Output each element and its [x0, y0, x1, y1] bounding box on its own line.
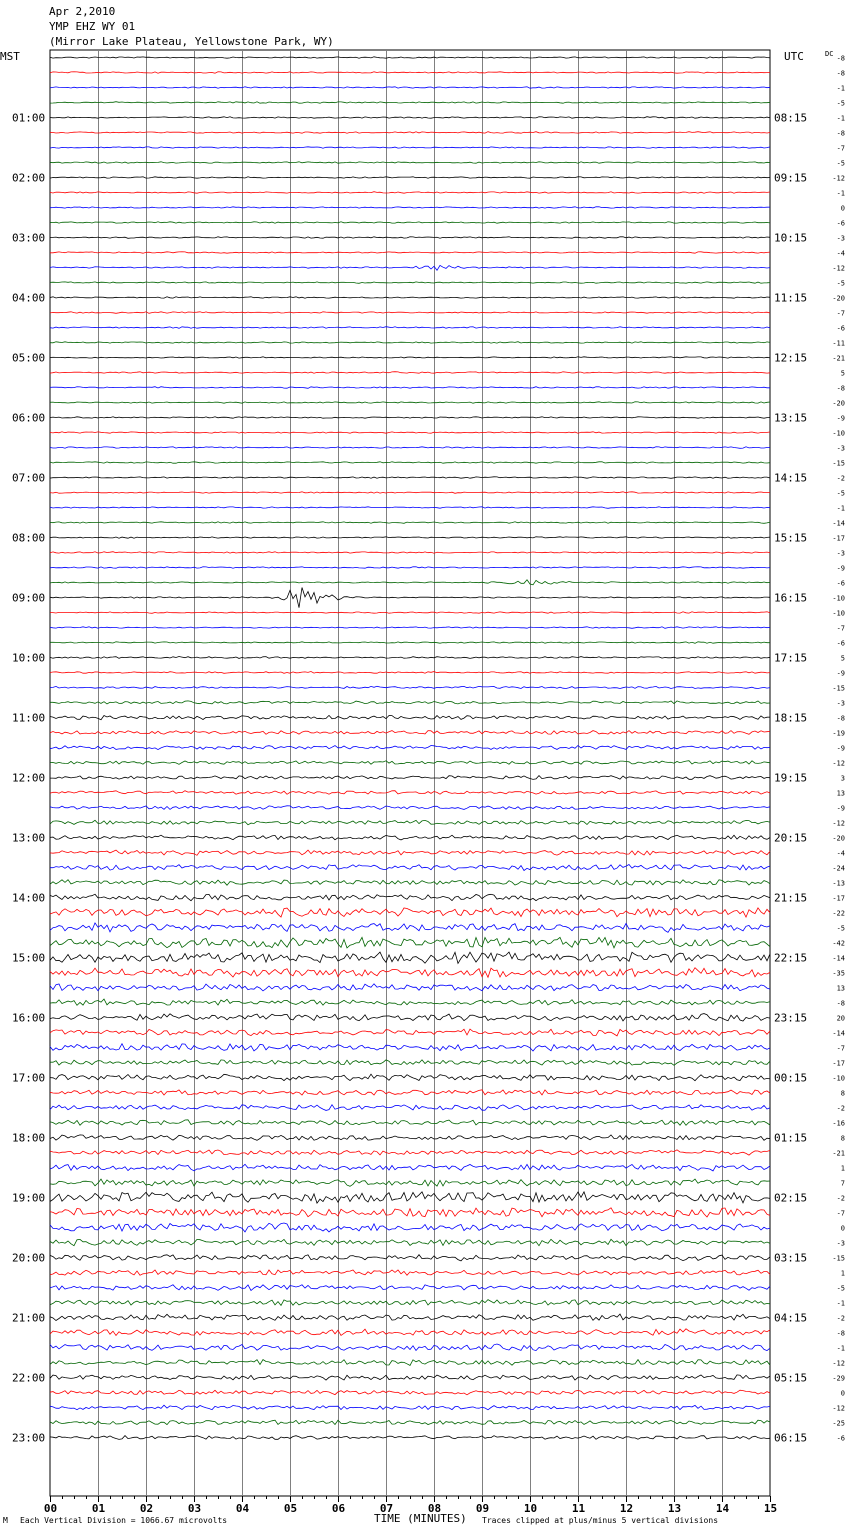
seismic-trace — [50, 192, 770, 194]
dc-offset-label: -9 — [836, 414, 845, 423]
dc-offset-label: -2 — [836, 474, 845, 483]
dc-offset-label: -20 — [832, 399, 845, 408]
dc-offset-label: -24 — [832, 864, 845, 873]
dc-offset-label: -8 — [836, 1329, 845, 1338]
seismic-trace — [50, 237, 770, 239]
dc-offset-label: -8 — [836, 69, 845, 78]
seismic-trace — [50, 1436, 770, 1440]
right-hour-label: 04:15 — [774, 1311, 808, 1325]
x-axis-label: TIME (MINUTES) — [374, 1512, 467, 1525]
seismic-trace — [50, 968, 770, 978]
seismic-trace — [50, 1300, 770, 1306]
plot-date: Apr 2,2010 — [49, 5, 116, 18]
left-hour-label: 04:00 — [12, 291, 46, 305]
dc-offset-label: -7 — [836, 309, 845, 318]
seismic-trace — [50, 746, 770, 750]
x-tick-label: 13 — [667, 1502, 682, 1515]
dc-offset-label: -10 — [832, 1074, 845, 1083]
seismic-trace — [50, 580, 770, 585]
seismic-trace — [50, 567, 770, 568]
dc-offset-label: -22 — [832, 909, 845, 918]
right-hour-label: 01:15 — [774, 1131, 808, 1145]
seismic-trace — [50, 612, 770, 614]
left-hour-label: 09:00 — [12, 591, 46, 605]
dc-offset-label: -1 — [836, 84, 845, 93]
station-location: (Mirror Lake Plateau, Yellowstone Park, WY) — [49, 35, 334, 48]
dc-offset-label: -15 — [832, 1254, 845, 1263]
seismic-trace — [50, 222, 770, 223]
dc-offset-label: -15 — [832, 459, 845, 468]
seismic-trace — [50, 417, 770, 418]
seismic-trace — [50, 1420, 770, 1424]
seismic-trace — [50, 820, 770, 825]
dc-offset-label: -17 — [832, 534, 845, 543]
dc-offset-label: -2 — [836, 1314, 845, 1323]
seismic-trace — [50, 477, 770, 479]
dc-offset-label: 0 — [840, 1224, 845, 1233]
right-hour-label: 19:15 — [774, 771, 808, 785]
left-hour-label: 16:00 — [12, 1011, 46, 1025]
seismic-trace — [50, 686, 770, 688]
corner-mark: M — [3, 1516, 8, 1525]
x-tick-label: 08 — [427, 1502, 442, 1515]
x-tick-label: 12 — [619, 1502, 634, 1515]
left-hour-label: 18:00 — [12, 1131, 46, 1145]
left-hour-label: 05:00 — [12, 351, 46, 365]
dc-offset-label: -21 — [832, 354, 845, 363]
seismic-trace — [50, 402, 770, 403]
dc-offset-label: -10 — [832, 609, 845, 618]
seismic-trace — [50, 265, 770, 270]
seismic-trace — [50, 999, 770, 1005]
left-hour-label: 01:00 — [12, 111, 46, 125]
seismic-trace — [50, 1375, 770, 1380]
dc-offset-label: -13 — [832, 879, 845, 888]
dc-offset-label: -2 — [836, 1194, 845, 1203]
seismic-trace — [50, 1270, 770, 1275]
x-tick-label: 03 — [187, 1502, 202, 1515]
seismic-trace — [50, 701, 770, 704]
dc-offset-label: -12 — [832, 819, 845, 828]
dc-offset-label: -6 — [836, 219, 845, 228]
right-hour-label: 17:15 — [774, 651, 808, 665]
dc-offset-label: -25 — [832, 1419, 845, 1428]
seismic-trace — [50, 627, 770, 629]
dc-offset-label: -19 — [832, 729, 845, 738]
right-hour-label: 16:15 — [774, 591, 808, 605]
right-hour-label: 15:15 — [774, 531, 808, 545]
dc-offset-label: -15 — [832, 684, 845, 693]
seismic-trace — [50, 588, 770, 608]
dc-offset-label: -9 — [836, 744, 845, 753]
right-hour-label: 23:15 — [774, 1011, 808, 1025]
dc-offset-label: -5 — [836, 489, 845, 498]
x-tick-label: 00 — [43, 1502, 58, 1515]
dc-offset-label: -3 — [836, 1239, 845, 1248]
seismic-trace — [50, 1060, 770, 1065]
seismic-trace — [50, 1164, 770, 1171]
seismic-trace — [50, 791, 770, 795]
left-hour-label: 17:00 — [12, 1071, 46, 1085]
seismic-trace — [50, 642, 770, 644]
seismic-trace — [50, 342, 770, 343]
seismic-trace — [50, 776, 770, 780]
seismic-trace — [50, 1090, 770, 1095]
dc-offset-label: 3 — [840, 774, 845, 783]
seismic-trace — [50, 923, 770, 932]
dc-offset-label: -5 — [836, 279, 845, 288]
seismic-trace — [50, 1255, 770, 1261]
x-tick-label: 15 — [763, 1502, 778, 1515]
dc-offset-label: -6 — [836, 639, 845, 648]
x-tick-label: 02 — [139, 1502, 154, 1515]
seismic-trace — [50, 162, 770, 163]
dc-offset-label: -5 — [836, 924, 845, 933]
right-hour-label: 21:15 — [774, 891, 808, 905]
seismic-trace — [50, 177, 770, 179]
dc-offset-label: 8 — [840, 1089, 845, 1098]
dc-offset-label: -12 — [832, 1359, 845, 1368]
seismic-trace — [50, 1329, 770, 1336]
dc-offset-label: -16 — [832, 1119, 845, 1128]
right-hour-label: 12:15 — [774, 351, 808, 365]
left-hour-label: 19:00 — [12, 1191, 46, 1205]
left-hour-label: 08:00 — [12, 531, 46, 545]
dc-offset-label: 20 — [836, 1014, 845, 1023]
dc-offset-label: -20 — [832, 834, 845, 843]
dc-offset-label: -1 — [836, 1344, 845, 1353]
dc-offset-label: 0 — [840, 1389, 845, 1398]
dc-offset-label: -2 — [836, 1104, 845, 1113]
left-hour-label: 10:00 — [12, 651, 46, 665]
seismic-trace — [50, 880, 770, 886]
seismic-trace — [50, 1223, 770, 1232]
seismic-trace — [50, 731, 770, 735]
dc-offset-label: -6 — [836, 324, 845, 333]
dc-offset-label: -3 — [836, 549, 845, 558]
x-tick-label: 09 — [475, 1502, 490, 1515]
dc-offset-label: 8 — [840, 1134, 845, 1143]
seismic-trace — [50, 908, 770, 917]
seismic-trace — [50, 387, 770, 389]
seismic-trace — [50, 1135, 770, 1140]
seismic-trace — [50, 312, 770, 314]
right-hour-label: 18:15 — [774, 711, 808, 725]
right-hour-label: 09:15 — [774, 171, 808, 185]
right-hour-label: 03:15 — [774, 1251, 808, 1265]
dc-offset-label: -1 — [836, 189, 845, 198]
seismic-trace — [50, 117, 770, 119]
seismic-trace — [50, 1314, 770, 1320]
dc-offset-label: -5 — [836, 99, 845, 108]
seismic-trace — [50, 1150, 770, 1155]
seismic-trace — [50, 1285, 770, 1291]
seismic-trace — [50, 447, 770, 449]
right-hour-label: 20:15 — [774, 831, 808, 845]
seismic-trace — [50, 937, 770, 948]
seismic-trace — [50, 432, 770, 433]
dc-offset-label: 5 — [840, 369, 845, 378]
seismic-trace — [50, 1074, 770, 1081]
left-timezone-label: MST — [0, 50, 20, 63]
dc-offset-label: -17 — [832, 894, 845, 903]
dc-offset-label: -14 — [832, 1029, 845, 1038]
seismic-trace — [50, 894, 770, 901]
left-hour-label: 21:00 — [12, 1311, 46, 1325]
right-hour-label: 22:15 — [774, 951, 808, 965]
dc-offset-label: -17 — [832, 1059, 845, 1068]
dc-offset-label: 13 — [836, 984, 845, 993]
dc-offset-label: -4 — [836, 849, 845, 858]
x-tick-label: 14 — [715, 1502, 730, 1515]
dc-offset-label: -8 — [836, 129, 845, 138]
seismic-trace — [50, 357, 770, 358]
dc-offset-label: -1 — [836, 114, 845, 123]
seismic-trace — [50, 1179, 770, 1186]
dc-offset-label: 1 — [840, 1164, 845, 1173]
seismic-trace — [50, 372, 770, 374]
left-hour-label: 23:00 — [12, 1431, 46, 1445]
seismic-trace — [50, 761, 770, 765]
seismic-trace — [50, 1208, 770, 1217]
seismic-trace — [50, 282, 770, 283]
x-tick-label: 05 — [283, 1502, 298, 1515]
seismic-trace — [50, 1029, 770, 1036]
left-hour-label: 13:00 — [12, 831, 46, 845]
seismic-traces — [50, 57, 770, 1440]
dc-offset-label: -12 — [832, 264, 845, 273]
left-hour-label: 12:00 — [12, 771, 46, 785]
dc-offset-label: -4 — [836, 249, 845, 258]
dc-offset-label: -8 — [836, 999, 845, 1008]
dc-offset-label: -20 — [832, 294, 845, 303]
dc-offset-label: -12 — [832, 1404, 845, 1413]
seismic-trace — [50, 1344, 770, 1351]
dc-offset-label: -10 — [832, 429, 845, 438]
seismic-trace — [50, 552, 770, 554]
seismic-trace — [50, 1192, 770, 1203]
dc-offset-label: -3 — [836, 444, 845, 453]
dc-offset-label: -8 — [836, 54, 845, 63]
x-tick-label: 06 — [331, 1502, 346, 1515]
right-hour-label: 06:15 — [774, 1431, 808, 1445]
seismic-trace — [50, 132, 770, 134]
dc-offset-label: -8 — [836, 384, 845, 393]
right-hour-label: 13:15 — [774, 411, 808, 425]
seismic-trace — [50, 1360, 770, 1366]
seismic-trace — [50, 102, 770, 104]
left-hour-label: 22:00 — [12, 1371, 46, 1385]
dc-offset-label: 13 — [836, 789, 845, 798]
seismic-trace — [50, 865, 770, 871]
dc-offset-label: -8 — [836, 714, 845, 723]
seismic-trace — [50, 1239, 770, 1245]
x-tick-label: 11 — [571, 1502, 586, 1515]
dc-offset-label: -6 — [836, 579, 845, 588]
right-hour-label: 00:15 — [774, 1071, 808, 1085]
dc-offset-label: -35 — [832, 969, 845, 978]
seismic-trace — [50, 147, 770, 148]
seismic-trace — [50, 984, 770, 991]
seismic-trace — [50, 835, 770, 840]
x-tick-label: 10 — [523, 1502, 538, 1515]
dc-offset-label: -5 — [836, 159, 845, 168]
seismic-trace — [50, 1105, 770, 1111]
seismic-trace — [50, 657, 770, 659]
seismic-trace — [50, 492, 770, 494]
dc-offset-label: -11 — [832, 339, 845, 348]
dc-offset-label: -21 — [832, 1149, 845, 1158]
left-hour-label: 02:00 — [12, 171, 46, 185]
dc-offset-label: -9 — [836, 669, 845, 678]
seismic-trace — [50, 87, 770, 88]
dc-offset-label: -3 — [836, 699, 845, 708]
dc-offset-label: -14 — [832, 519, 845, 528]
dc-offset-label: -9 — [836, 564, 845, 573]
left-hour-label: 11:00 — [12, 711, 46, 725]
right-hour-label: 10:15 — [774, 231, 808, 245]
right-hour-label: 11:15 — [774, 291, 808, 305]
dc-offset-header: DC — [825, 50, 834, 58]
left-hour-label: 03:00 — [12, 231, 46, 245]
dc-offset-label: -7 — [836, 1044, 845, 1053]
left-hour-label: 06:00 — [12, 411, 46, 425]
dc-offset-label: -7 — [836, 624, 845, 633]
right-timezone-label: UTC — [784, 50, 804, 63]
right-hour-label: 02:15 — [774, 1191, 808, 1205]
seismic-trace — [50, 252, 770, 253]
seismic-trace — [50, 507, 770, 509]
dc-offset-label: -10 — [832, 594, 845, 603]
left-hour-label: 14:00 — [12, 891, 46, 905]
seismic-trace — [50, 462, 770, 463]
right-hour-label: 14:15 — [774, 471, 808, 485]
dc-offset-label: -6 — [836, 1434, 845, 1443]
seismic-trace — [50, 1390, 770, 1395]
seismic-trace — [50, 1405, 770, 1410]
dc-offset-label: -12 — [832, 759, 845, 768]
dc-offset-label: -42 — [832, 939, 845, 948]
dc-offset-label: -7 — [836, 144, 845, 153]
dc-offset-label: 0 — [840, 204, 845, 213]
seismic-trace — [50, 715, 770, 719]
seismic-trace — [50, 1014, 770, 1021]
left-hour-label: 20:00 — [12, 1251, 46, 1265]
dc-offset-label: -9 — [836, 804, 845, 813]
seismic-trace — [50, 1044, 770, 1051]
seismic-trace — [50, 327, 770, 329]
scale-note: Each Vertical Division = 1066.67 microvolts — [20, 1516, 228, 1525]
seismic-trace — [50, 806, 770, 810]
right-hour-label: 05:15 — [774, 1371, 808, 1385]
dc-offset-label: -1 — [836, 504, 845, 513]
seismic-trace — [50, 850, 770, 855]
seismic-trace — [50, 522, 770, 524]
seismic-trace — [50, 537, 770, 538]
seismic-trace — [50, 297, 770, 298]
dc-offset-label: 1 — [840, 1269, 845, 1278]
dc-offset-label: -5 — [836, 1284, 845, 1293]
clip-note: Traces clipped at plus/minus 5 vertical divisions — [482, 1516, 719, 1525]
seismic-trace — [50, 57, 770, 58]
dc-offset-label: -12 — [832, 174, 845, 183]
seismic-trace — [50, 672, 770, 674]
x-tick-label: 07 — [379, 1502, 394, 1515]
axis-labels — [0, 50, 845, 1525]
seismic-trace — [50, 207, 770, 208]
right-hour-label: 08:15 — [774, 111, 808, 125]
dc-offset-label: -29 — [832, 1374, 845, 1383]
x-tick-label: 04 — [235, 1502, 250, 1515]
dc-offset-label: 5 — [840, 654, 845, 663]
dc-offset-label: -7 — [836, 1209, 845, 1218]
left-hour-label: 07:00 — [12, 471, 46, 485]
left-hour-label: 15:00 — [12, 951, 46, 965]
seismic-trace — [50, 72, 770, 73]
dc-offset-label: -3 — [836, 234, 845, 243]
station-code: YMP EHZ WY 01 — [49, 20, 136, 33]
dc-offset-label: 7 — [840, 1179, 845, 1188]
seismic-trace — [50, 1120, 770, 1126]
dc-offset-label: -1 — [836, 1299, 845, 1308]
x-tick-label: 01 — [91, 1502, 106, 1515]
seismic-trace — [50, 952, 770, 963]
dc-offset-label: -14 — [832, 954, 845, 963]
